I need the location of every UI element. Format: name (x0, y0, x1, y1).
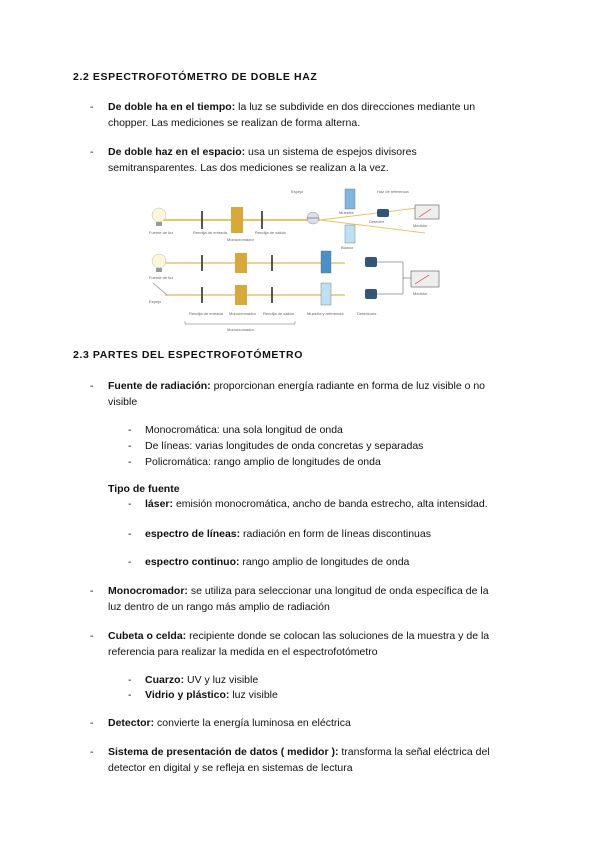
label: Rendija de entrada (193, 230, 227, 235)
bullet-doble-espacio-cont: semitransparentes. Las dos mediciones se realizan a la vez. (108, 162, 389, 174)
bullet-fuente-cont: visible (108, 396, 138, 408)
label: Espejo (149, 299, 162, 304)
term: Cubeta o celda: (108, 630, 187, 642)
term: Vidrio y plástico: (145, 689, 230, 701)
bullet-dash: - (90, 746, 94, 758)
bullet-monocromador (108, 584, 489, 599)
term: Monocromador: (108, 585, 188, 597)
term: Detector: (108, 717, 155, 729)
sub-cuarzo (145, 673, 258, 688)
label: Monocromador (227, 327, 254, 332)
bullet-dash: - (90, 717, 94, 729)
detector-icon (377, 209, 389, 217)
bullet-cubeta (108, 629, 489, 644)
bullet-doble-espacio (108, 145, 417, 160)
label: Haz de referencia (377, 189, 409, 194)
section-heading-2-2: 2.2 ESPECTROFOTÓMETRO DE DOBLE HAZ (73, 71, 318, 83)
monochromator-icon (235, 285, 247, 305)
bullet-doble-tiempo-cont: chopper. Las mediciones se realizan de forma alterna. (108, 117, 361, 129)
monochromator-icon (231, 207, 243, 233)
tipo-laser (145, 497, 488, 512)
bulb-icon (152, 208, 166, 222)
label: Fuente de luz (149, 230, 174, 235)
bottom-system (149, 251, 439, 332)
label: Muestra y referencia (307, 311, 344, 316)
bullet-dash: - (128, 440, 132, 452)
term: Fuente de radiación: (108, 380, 211, 392)
bullet-dash: - (128, 498, 132, 510)
sub-monocromatica: Monocromática: una sola longitud de onda (145, 424, 343, 436)
tipo-espectro-continuo (145, 555, 409, 570)
tipo-fuente-heading (108, 482, 180, 497)
detector-icon (365, 289, 377, 299)
label: Medidor (413, 291, 428, 296)
term: espectro continuo: (145, 556, 240, 568)
bullet-dash: - (128, 689, 132, 701)
tipo-espectro-lineas (145, 527, 431, 542)
top-system (149, 189, 439, 250)
bullet-dash: - (90, 380, 94, 392)
label: Rendija de entrada (189, 311, 223, 316)
double-beam-diagram (145, 185, 445, 335)
bullet-fuente (108, 379, 485, 394)
term: Sistema de presentación de datos ( medidor ): (108, 746, 339, 758)
text: proporcionan energía radiante en forma de luz visible o no (210, 380, 486, 392)
text: UV y luz visible (184, 674, 259, 686)
reference-cuvette-icon (321, 283, 331, 305)
bullet-dash: - (128, 556, 132, 568)
meter-icon (411, 271, 439, 287)
text: radiación en form de líneas discontinuas (240, 528, 431, 540)
text: luz visible (229, 689, 278, 701)
label: Monocromador (229, 311, 256, 316)
bullet-doble-tiempo (108, 100, 475, 115)
label: Rendija de salida (263, 311, 294, 316)
sample-cuvette-icon (321, 251, 331, 273)
slit-icon (201, 287, 203, 303)
section-heading-2-3: 2.3 PARTES DEL ESPECTROFOTÓMETRO (73, 349, 304, 361)
bullet-dash: - (128, 456, 132, 468)
text: transforma la señal eléctrica del (338, 746, 490, 758)
label: Espejo (291, 189, 304, 194)
bulb-base-icon (156, 222, 162, 226)
bullet-sistema-cont: detector en digital y se refleja en sistemas de lectura (108, 762, 353, 774)
label: Detectores (357, 311, 377, 316)
label: Medidor (413, 223, 428, 228)
text: usa un sistema de espejos divisores (245, 146, 417, 158)
bullet-dash: - (128, 528, 132, 540)
bullet-dash: - (128, 674, 132, 686)
label: Muestra (339, 210, 354, 215)
mirror-icon (153, 283, 167, 295)
bracket (185, 321, 295, 324)
text: convierte la energía luminosa en eléctrica (154, 717, 351, 729)
text: la luz se subdivide en dos direcciones mediante un (235, 101, 476, 113)
bullet-monocromador-cont: luz dentro de un rango más amplio de radiación (108, 601, 330, 613)
text: recipiente donde se colocan las soluciones de la muestra y de la (186, 630, 490, 642)
bulb-base-icon (156, 268, 162, 272)
term: espectro de líneas: (145, 528, 241, 540)
detector-icon (365, 257, 377, 267)
sub-policromatica: Policromática: rango amplio de longitudes de onda (145, 456, 381, 468)
sub-vidrio (145, 688, 278, 703)
bullet-dash: - (90, 585, 94, 597)
term: Cuarzo: (145, 674, 185, 686)
bullet-dash: - (128, 424, 132, 436)
bulb-icon (152, 254, 166, 268)
label: Blanco (341, 245, 354, 250)
bullet-cubeta-cont: referencia para realizar la medida en el espectrofotómetro (108, 646, 378, 658)
slit-icon (261, 211, 263, 229)
sample-cuvette-icon (345, 189, 355, 209)
bullet-dash: - (90, 630, 94, 642)
text: emisión monocromática, ancho de banda estrecho, alta intensidad. (173, 498, 488, 510)
slit-icon (201, 211, 203, 229)
text: rango amplio de longitudes de onda (239, 556, 410, 568)
term: láser: (145, 498, 174, 510)
monochromator-icon (235, 253, 247, 273)
term: De doble haz en el espacio: (108, 146, 246, 158)
bullet-dash: - (90, 101, 94, 113)
bullet-dash: - (90, 146, 94, 158)
slit-icon (271, 287, 273, 303)
term: Tipo de fuente (108, 483, 180, 495)
blank-cuvette-icon (345, 225, 355, 243)
label: Rendija de salida (255, 230, 286, 235)
label: Monocromador (227, 237, 254, 242)
text: se utiliza para seleccionar una longitud de onda específica de la (187, 585, 489, 597)
label: Detector (369, 219, 385, 224)
slit-icon (271, 255, 273, 271)
slit-icon (201, 255, 203, 271)
bullet-sistema (108, 745, 490, 760)
sub-de-lineas: De líneas: varias longitudes de onda concretas y separadas (145, 440, 424, 452)
term: De doble ha en el tiempo: (108, 101, 236, 113)
label: Fuente de luz (149, 275, 174, 280)
bullet-detector (108, 716, 351, 731)
